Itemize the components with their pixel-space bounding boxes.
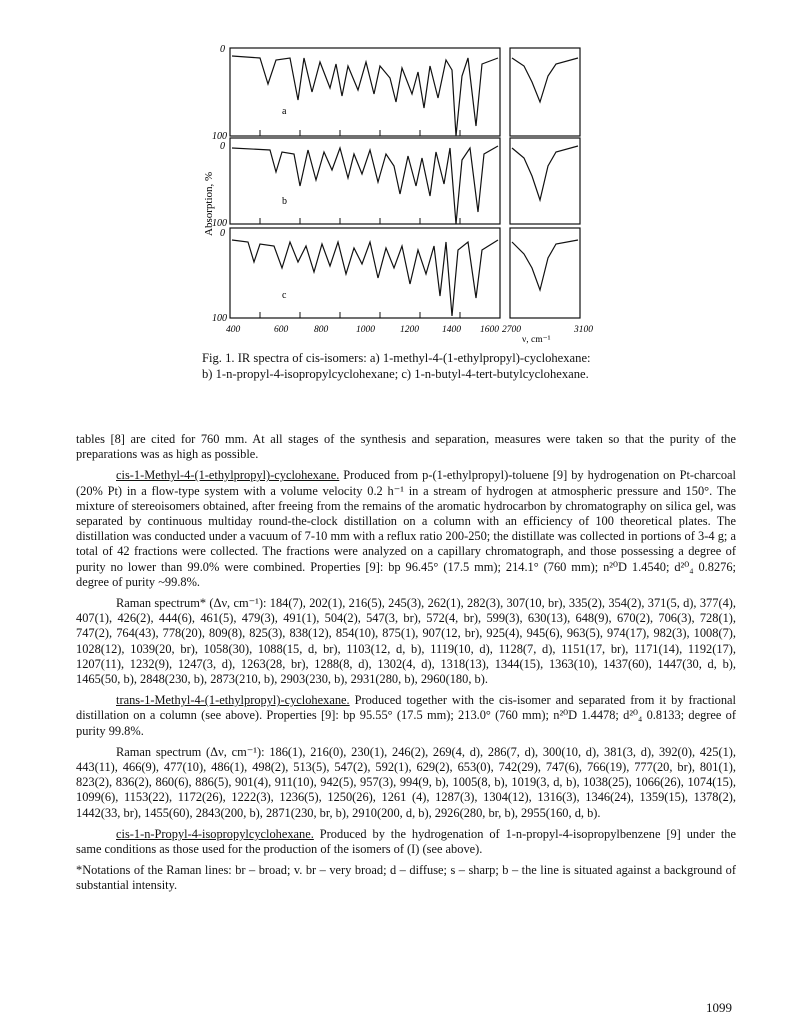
paragraph-cis-propyl (76, 827, 736, 857)
panel-label-a: a (282, 106, 287, 117)
paragraph-raman-cis: Raman spectrum* (Δν, cm⁻¹): 184(7), 202(1), 216(5), 245(3), 262(1), 282(3), 307(10, br), 335(2), 354(2), 371(5, d), 377(4), 407(1), 426(2), 444(6), 461(5), 479(3), 491(1), 504(2), 547(3, br), 572(4, br), 599(3), 630(13), 648(9), 670(2), 706(3), 728(1), 747(2), 764(43), 778(20), 809(8), 825(3), 838(12), 854(10), 875(1), 907(12, br), 925(4), 945(6), 963(5), 974(17), 982(3), 1008(7), 1028(12), 1039(20, br), 1058(30), 1088(15, d, br), 1103(12, d, b), 1119(10, d), 1128(7, d), 1151(17, br), 1171(14), 1192(17), 1207(11), 1232(9), 1247(3, d), 1263(28, br), 1288(8, d), 1302(4, d), 1318(13), 1344(15), 1363(10), 1437(60), 1447(30, d, b), 1465(50, b), 2848(230, b), 2873(210, b), 2903(230, b), 2931(280, b), 2960(180, b). (76, 596, 736, 687)
spectrum-a (232, 56, 498, 136)
scale-bottom-c: 100 (212, 313, 227, 324)
paragraph-cis-methyl (76, 468, 736, 590)
x-tick-600: 600 (274, 325, 289, 335)
scale-top-a: 0 (220, 44, 225, 55)
scale-bottom-a: 100 (212, 131, 227, 142)
heading-trans-methyl: trans-1-Methyl-4-(1-ethylpropyl)-cyclohexane. (116, 693, 350, 708)
spectrum-c-high (512, 240, 578, 290)
heading-cis-propyl: cis-1-n-Propyl-4-isopropylcyclohexane. (116, 826, 314, 841)
text-trans-methyl: Produced together with the cis-isomer and separated from it by fractional distillation on a column (see above). Properties [9]: bp 95.55° (17.5 mm); 213.0° (760 mm); n²⁰D 1.4478; d²⁰₄ 0.8133; degree of purity 99.8%. (76, 693, 736, 738)
text-cis-propyl: Produced by the hydrogenation of 1-n-propyl-4-isopropylbenzene [9] under the same conditions as those used for the production of the isomers of (I) (see above). (76, 826, 736, 857)
scale-top-b: 0 (220, 141, 225, 152)
paragraph-trans-methyl (76, 693, 736, 739)
scale-bottom-b: 100 (212, 218, 227, 229)
x-tick-2700: 2700 (502, 325, 521, 335)
paragraph-intro: tables [8] are cited for 760 mm. At all stages of the synthesis and separation, measures were taken so that the purity of the preparations was as high as possible. (76, 432, 736, 462)
ir-spectra-figure (190, 36, 610, 346)
scale-top-c: 0 (220, 228, 225, 239)
x-tick-1000: 1000 (356, 325, 375, 335)
x-tick-1600: 1600 (480, 325, 499, 335)
footnote: *Notations of the Raman lines: br – broad; v. br – very broad; d – diffuse; s – sharp; b – the line is situated against a background of substantial intensity. (76, 863, 736, 893)
ir-spectra-svg (190, 36, 610, 346)
panel-a-frame (230, 48, 500, 136)
panel-c-frame (230, 228, 500, 318)
x-tick-3100: 3100 (574, 325, 593, 335)
x-axis-unit: ν, cm⁻¹ (522, 335, 551, 345)
panel-label-b: b (282, 196, 287, 207)
spectrum-b (232, 146, 498, 224)
spectrum-a-high (512, 58, 578, 102)
x-tick-800: 800 (314, 325, 329, 335)
page-number: 1099 (706, 1000, 732, 1015)
figure-caption: Fig. 1. IR spectra of cis-isomers: a) 1-methyl-4-(1-ethylpropyl)-cyclohexane: b) 1-n-propyl-4-isopropylcyclohexane; c) 1-n-butyl-4-tert-butylcyclohexane. (202, 351, 591, 381)
spectrum-b-high (512, 146, 578, 200)
text-cis-methyl: Produced from p-(1-ethylpropyl)-toluene [9] by hydrogenation on Pt-charcoal (20% Pt) in a flow-type system with a volume velocity 0.2 h⁻¹ in a stream of hydrogen at atmospheric pressure and 150°. The mixture of stereoisomers obtained, after freeing from the remains of the aromatic hydrocarbon by chromatography on silica gel, was separated by continuous multiday round-the-clock distillation on a column with an efficiency of 100 theoretical plates. The distillation was conducted under a vacuum of 7-10 mm with a reflux ratio 200-250; the distillate was collected in portions of 3-4 g; a total of 42 fractions were collected. The fractions were analyzed on a capillary chromatograph, and those possessing a degree of purity no lower than 99.0% were combined. Properties [9]: bp 96.45° (17.5 mm); 214.1° (760 mm); n²⁰D 1.4540; d²⁰₄ 0.8276; degree of purity ~99.8%. (76, 468, 736, 589)
y-axis-label: Absorption, % (203, 171, 215, 236)
paragraph-raman-trans: Raman spectrum (Δν, cm⁻¹): 186(1), 216(0), 230(1), 246(2), 269(4, d), 286(7, d), 300(10, d), 381(3, d), 392(0), 425(1), 443(11), 466(9), 477(10), 486(1), 498(2), 513(5), 547(2), 592(1), 629(2), 653(0), 742(29), 747(6), 766(19), 777(20, br), 801(1), 823(2), 836(2), 860(6), 886(5), 901(4), 911(10), 942(5), 957(3), 994(9, b), 1005(8, b), 1019(3, d, b), 1038(25), 1066(26), 1074(15), 1099(6), 1153(22), 1172(26), 1222(3), 1236(5), 1250(26), 1261 (4), 1287(3), 1304(12), 1316(3), 1346(24), 1359(15), 1378(2), 1442(33, br), 1455(60), 2843(200, b), 2871(230, br, b), 2910(200, d, b), 2926(280, br, b), 2955(160, d, b). (76, 744, 736, 820)
spectrum-c (232, 240, 498, 316)
body-text (76, 432, 736, 900)
x-tick-1200: 1200 (400, 325, 419, 335)
panel-label-c: c (282, 290, 287, 301)
panel-a-frame-high (510, 48, 580, 136)
x-tick-400: 400 (226, 325, 241, 335)
heading-cis-methyl: cis-1-Methyl-4-(1-ethylpropyl)-cyclohexane. (116, 468, 340, 483)
x-tick-1400: 1400 (442, 325, 461, 335)
